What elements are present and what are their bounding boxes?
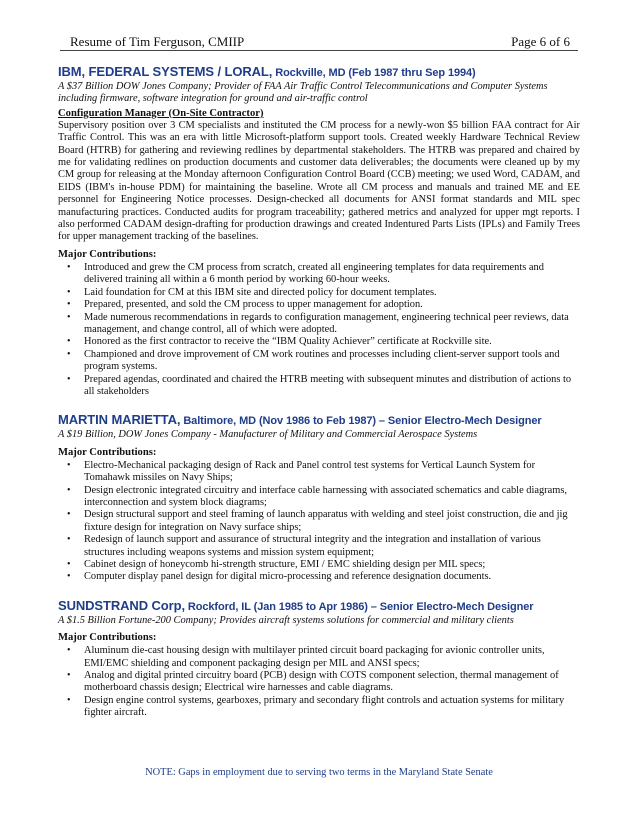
company-name: MARTIN MARIETTA,: [58, 412, 181, 428]
company-description: A $37 Billion DOW Jones Company; Provider of FAA Air Traffic Control Telecommunications and Computer Systems including firmware, software integration for ground and air-traffic control: [58, 81, 548, 105]
company-name: SUNDSTRAND Corp,: [58, 597, 185, 613]
company-name: IBM, FEDERAL SYSTEMS / LORAL,: [58, 64, 273, 79]
list-item: • Design engine control systems, gearboxes, primary and secondary flight controls and actuation systems for military fighter aircraft.: [67, 694, 565, 719]
list-item: • Analog and digital printed circuitry board (PCB) design with COTS component selection, thermal management of motherboard chassis design; Electrical wire harnesses and cable diagrams.: [67, 670, 559, 694]
bullet-icon: •: [67, 694, 71, 706]
contributions-list: [58, 460, 580, 584]
list-item: • Honored as the first contractor to receive the “IBM Quality Achiever” certificate at Rockville site.: [67, 336, 492, 348]
section-sundstrand: [58, 598, 580, 720]
company-details: Rockford, IL (Jan 1985 to Apr 1986) – Senior Electro-Mech Designer: [184, 600, 534, 613]
bullet-icon: •: [67, 261, 71, 273]
bullet-icon: •: [67, 348, 71, 360]
bullet-icon: •: [67, 373, 71, 385]
contributions-label: Major Contributions:: [58, 446, 157, 458]
bullet-icon: •: [67, 670, 71, 682]
section-martin-marietta: [58, 412, 580, 583]
list-item: • Computer display panel design for digital micro-processing and reference designation documents.: [67, 571, 492, 583]
bullet-icon: •: [67, 509, 71, 521]
company-details: Baltimore, MD (Nov 1986 to Feb 1987) – Senior Electro-Mech Designer: [180, 415, 542, 428]
section-heading: [58, 412, 580, 429]
list-item: • Prepared, presented, and sold the CM process to upper management for adoption.: [67, 299, 423, 311]
company-description: A $19 Billion, DOW Jones Company - Manufacturer of Military and Commercial Aerospace Systems: [58, 429, 478, 441]
bullet-icon: •: [67, 336, 71, 348]
contributions-list: [58, 262, 580, 398]
bullet-icon: •: [67, 286, 71, 298]
company-details: Rockville, MD (Feb 1987 thru Sep 1994): [272, 67, 476, 79]
section-ibm: [58, 64, 580, 398]
list-item: • Prepared agendas, coordinated and chaired the HTRB meeting with subsequent minutes and distribution of actions to all stakeholders: [67, 373, 572, 397]
section-heading: [58, 64, 580, 81]
bullet-icon: •: [67, 459, 71, 471]
contributions-label: Major Contributions:: [58, 248, 157, 260]
bullet-icon: •: [67, 534, 71, 546]
list-item: • Redesign of launch support and assurance of structural integrity and the integration and installation of various structures including weapons systems and mission system equipment;: [67, 534, 541, 558]
list-item: • Made numerous recommendations in regards to configuration management, engineering technical peer reviews, data management, and change control, all of which were adopted.: [67, 311, 569, 335]
list-item: • Championed and drove improvement of CM work routines and processes including client-server support tools and program systems.: [67, 348, 560, 373]
contributions-label: Major Contributions:: [58, 632, 157, 644]
list-item: • Introduced and grew the CM process from scratch, created all engineering templates for data requirements and delivered training all within a 6 month period by working 60-hour weeks.: [67, 261, 544, 286]
bullet-icon: •: [67, 559, 71, 570]
list-item: • Design structural support and steel framing of launch apparatus with welding and steel joist construction, die and jig fixture design for integration on Navy surface ships;: [67, 509, 568, 533]
section-heading: [58, 598, 580, 615]
resume-content: [58, 64, 580, 720]
page-header: [60, 30, 578, 51]
company-description: A $1.5 Billion Fortune-200 Company; Provides aircraft systems solutions for commercial and military clients: [58, 614, 514, 626]
bullet-icon: •: [67, 645, 71, 657]
list-item: • Cabinet design of honeycomb hi-strength structure, EMI / EMC shielding design per MIL specs;: [67, 559, 486, 570]
bullet-icon: •: [67, 571, 71, 583]
bullet-icon: •: [67, 484, 71, 496]
footer-note: NOTE: Gaps in employment due to serving two terms in the Maryland State Senate: [145, 767, 493, 778]
page-number: Page 6 of 6: [511, 34, 570, 49]
list-item: • Laid foundation for CM at this IBM site and directed policy for document templates.: [67, 286, 437, 298]
bullet-icon: •: [67, 299, 71, 311]
list-item: • Electro-Mechanical packaging design of Rack and Panel control test systems for Vertical Launch System for Tomahawk missiles on Navy Ships;: [67, 459, 536, 484]
header-title: Resume of Tim Ferguson, CMIIP: [70, 34, 245, 49]
role-paragraph: Supervisory position over 3 CM specialists and instituted the CM process for a newly-won $5 billion FAA contract for Air Traffic Control. This was an era with little Microsoft-platform support tools. Created weekly Hardware Technical Review Board (HTRB) for gathering and reviewing redlines by departmental stakeholders. The HTRB was prepared and chaired by me for validating redlines on production documents and customer data deliverables; the documents were cleaned up by my CM group for releasing at the Monday afternoon Configuration Control Board (CCB) meeting; we used Word, CADAM, and EIDS (IBM's in-house PDM) for maintaining the baseline. Wrote all CM process and manuals and trained ME and EE personnel for Engineering Notice processes. Design-checked all documents for ANSI format standards and MIL spec manufacturing practices. Conducted audits for program traceability; gathered metrics and analyzed for upper mgt reports. I also performed CADAM design-drafting for production drawings and created Indentured Parts Lists (IPLs) and Family Trees for upper management tracking of the baselines.: [58, 119, 580, 243]
role-title: Configuration Manager (On-Site Contractor): [58, 107, 264, 119]
bullet-icon: •: [67, 311, 71, 323]
contributions-list: [58, 645, 580, 719]
list-item: • Aluminum die-cast housing design with multilayer printed circuit board packaging for avionic controller units, EMI/EMC shielding and component packaging design per MIL and ANSI specs;: [67, 645, 545, 669]
list-item: • Design electronic integrated circuitry and interface cable harnessing with associated schematics and cable diagrams, interconnection and system block diagrams;: [67, 484, 567, 508]
